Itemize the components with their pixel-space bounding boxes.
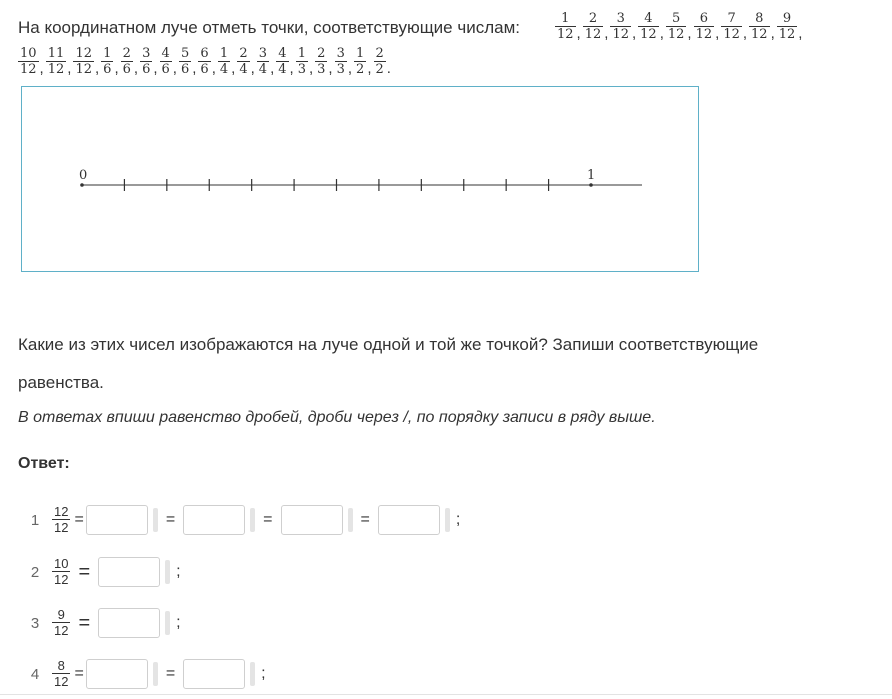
fraction-numerator: 12 xyxy=(54,504,69,519)
answer-row xyxy=(22,503,460,537)
answer-fraction xyxy=(52,505,70,535)
answer-label: Ответ: xyxy=(18,455,70,472)
fraction-denominator: 12 xyxy=(640,27,657,42)
semicolon: ; xyxy=(176,614,181,631)
fractions-line-1 xyxy=(555,12,804,42)
fraction-numerator: 3 xyxy=(142,46,151,61)
number-line[interactable] xyxy=(22,87,698,271)
answer-fraction xyxy=(52,608,70,638)
equals-sign: = xyxy=(78,560,91,583)
equals-sign: = xyxy=(360,511,370,528)
fraction xyxy=(179,47,191,77)
fraction-numerator: 3 xyxy=(258,46,268,61)
one-point xyxy=(589,183,593,187)
equals-sign: = xyxy=(263,511,273,528)
fraction xyxy=(46,47,67,77)
answer-input[interactable] xyxy=(98,557,160,587)
fraction-numerator: 11 xyxy=(47,46,65,61)
fraction xyxy=(101,47,113,77)
fraction xyxy=(73,47,94,77)
fraction-numerator: 5 xyxy=(672,11,681,26)
fraction-separator: , xyxy=(67,59,72,77)
fraction-denominator: 6 xyxy=(161,62,170,77)
fraction xyxy=(18,47,39,77)
fraction-numerator: 7 xyxy=(727,11,736,26)
fraction-numerator: 2 xyxy=(317,46,326,61)
fraction-numerator: 8 xyxy=(57,658,65,673)
fraction-numerator: 4 xyxy=(644,11,653,26)
answer-input[interactable] xyxy=(183,505,245,535)
fraction-numerator: 2 xyxy=(239,46,248,61)
fraction-denominator: 6 xyxy=(180,62,190,77)
fraction xyxy=(555,12,576,42)
fraction xyxy=(638,12,659,42)
fraction xyxy=(335,47,347,77)
fraction-separator: , xyxy=(192,59,197,77)
fraction-separator: , xyxy=(153,59,158,77)
question-text: Какие из этих чисел изображаются на луче одной и той же точкой? Запиши соответствующие равенства. xyxy=(18,335,759,392)
answer-row xyxy=(22,657,266,691)
fraction xyxy=(374,47,386,77)
fraction-denominator: 12 xyxy=(47,62,65,77)
equals-sign: = xyxy=(74,511,84,528)
fraction-separator: , xyxy=(172,59,177,77)
fraction xyxy=(296,47,308,77)
number-line-one-label: 1 xyxy=(587,168,596,183)
fraction xyxy=(121,47,133,77)
fraction xyxy=(610,12,631,42)
semicolon: ; xyxy=(455,511,461,528)
answer-input[interactable] xyxy=(183,659,245,689)
semicolon: ; xyxy=(261,665,266,682)
fraction xyxy=(237,47,249,77)
fraction-numerator: 3 xyxy=(336,46,345,61)
fraction-numerator: 10 xyxy=(54,556,69,571)
fraction-separator: , xyxy=(39,59,44,77)
fraction-separator: , xyxy=(715,24,720,42)
fraction-numerator: 4 xyxy=(278,46,287,61)
fraction-numerator: 2 xyxy=(588,11,598,26)
fraction xyxy=(218,47,230,77)
input-resize-handle[interactable] xyxy=(445,508,450,532)
input-resize-handle[interactable] xyxy=(153,662,158,686)
fraction xyxy=(354,47,366,77)
fraction-denominator: 12 xyxy=(751,27,768,42)
equals-sign: = xyxy=(74,665,84,682)
fraction-numerator: 1 xyxy=(219,46,229,61)
answer-hint: В ответах впиши равенство дробей, дроби через /, по порядку записи в ряду выше. xyxy=(18,409,656,426)
fraction-numerator: 3 xyxy=(616,11,625,26)
fraction-numerator: 6 xyxy=(699,11,708,26)
fraction-separator: , xyxy=(659,24,664,42)
zero-point xyxy=(80,183,84,187)
fraction-separator: , xyxy=(114,59,119,77)
fraction-denominator: 4 xyxy=(219,62,229,77)
answer-input[interactable] xyxy=(281,505,343,535)
fraction-denominator: 12 xyxy=(723,27,740,42)
equals-sign: = xyxy=(78,611,91,634)
fraction-separator: , xyxy=(133,59,139,77)
input-resize-handle[interactable] xyxy=(165,560,170,584)
fraction-denominator: 6 xyxy=(122,62,131,77)
fraction xyxy=(721,12,742,42)
fraction xyxy=(198,47,210,77)
answer-row-number: 2 xyxy=(30,563,40,581)
fraction-denominator: 4 xyxy=(239,62,248,77)
fraction-numerator: 1 xyxy=(297,46,306,61)
fraction-denominator: 6 xyxy=(200,62,209,77)
fraction-denominator: 12 xyxy=(584,27,602,42)
fraction-numerator: 9 xyxy=(782,11,792,26)
fraction xyxy=(160,47,172,77)
fraction-separator: , xyxy=(250,59,255,77)
fraction-denominator: 2 xyxy=(375,62,384,77)
fraction xyxy=(749,12,770,42)
fraction-numerator: 5 xyxy=(180,46,190,61)
fraction-denominator: 12 xyxy=(778,27,796,42)
fraction-numerator: 12 xyxy=(75,46,92,61)
fraction-separator: , xyxy=(211,59,216,77)
answer-fraction xyxy=(52,659,70,689)
answer-row-number: 4 xyxy=(30,665,40,683)
fraction-separator: , xyxy=(687,24,692,42)
task-intro: На координатном луче отметь точки, соответствующие числам: xyxy=(18,18,520,37)
fraction-denominator: 6 xyxy=(103,62,112,77)
fraction xyxy=(666,12,687,42)
fraction-denominator: 2 xyxy=(356,62,365,77)
fraction-numerator: 1 xyxy=(356,46,365,61)
fraction xyxy=(140,47,152,77)
fraction-denominator: 12 xyxy=(612,27,629,42)
fraction-separator: , xyxy=(631,24,637,42)
fraction-denominator: 3 xyxy=(317,62,326,77)
answer-input[interactable] xyxy=(86,659,148,689)
fraction-separator: , xyxy=(770,24,775,42)
fraction-separator: , xyxy=(576,24,581,42)
answer-row-number: 1 xyxy=(30,511,40,529)
answer-row-number: 3 xyxy=(30,614,40,632)
equals-sign: = xyxy=(165,511,176,528)
fraction xyxy=(315,47,327,77)
fraction-numerator: 2 xyxy=(375,46,384,61)
fraction-denominator: 12 xyxy=(54,572,69,587)
fraction-numerator: 4 xyxy=(161,46,170,61)
fraction-separator: , xyxy=(308,59,314,77)
fraction-separator: , xyxy=(94,59,100,77)
fraction-denominator: 12 xyxy=(20,62,37,77)
semicolon: ; xyxy=(176,563,181,580)
fraction xyxy=(777,12,798,42)
fraction xyxy=(257,47,269,77)
fraction-denominator: 4 xyxy=(258,62,268,77)
answer-input[interactable] xyxy=(98,608,160,638)
input-resize-handle[interactable] xyxy=(153,508,158,532)
fraction-denominator: 6 xyxy=(142,62,151,77)
fraction-separator: , xyxy=(328,59,333,77)
fraction-denominator: 12 xyxy=(75,62,92,77)
fraction xyxy=(583,12,604,42)
input-resize-handle[interactable] xyxy=(250,662,255,686)
divider xyxy=(0,694,892,695)
fraction-separator: , xyxy=(231,59,236,77)
answer-row xyxy=(22,606,181,640)
answer-fraction xyxy=(52,557,70,587)
fraction-denominator: 12 xyxy=(54,674,69,689)
input-resize-handle[interactable] xyxy=(165,611,170,635)
fractions-line-2 xyxy=(18,47,393,77)
fraction-denominator: 4 xyxy=(278,62,287,77)
fraction-denominator: 3 xyxy=(297,62,306,77)
fraction-separator: , xyxy=(367,59,372,77)
fraction-separator: , xyxy=(798,24,803,42)
fraction-denominator: 12 xyxy=(54,520,69,535)
input-resize-handle[interactable] xyxy=(250,508,255,532)
fraction-separator: , xyxy=(604,24,609,42)
equals-sign: = xyxy=(165,665,176,682)
fraction xyxy=(694,12,715,42)
fraction-numerator: 8 xyxy=(755,11,764,26)
fraction-separator: , xyxy=(742,24,748,42)
answer-input[interactable] xyxy=(378,505,440,535)
fraction-numerator: 6 xyxy=(200,46,209,61)
fraction-denominator: 3 xyxy=(336,62,345,77)
input-resize-handle[interactable] xyxy=(348,508,353,532)
answer-row xyxy=(22,555,181,589)
fraction-separator: , xyxy=(289,59,294,77)
fraction-denominator: 12 xyxy=(667,27,685,42)
fraction-denominator: 12 xyxy=(557,27,574,42)
fraction-separator: , xyxy=(270,59,275,77)
fraction-separator: . xyxy=(386,59,391,77)
fraction-denominator: 12 xyxy=(695,27,713,42)
fraction-numerator: 10 xyxy=(20,46,37,61)
fraction-numerator: 1 xyxy=(103,46,112,61)
fraction-denominator: 12 xyxy=(54,623,69,638)
fraction-numerator: 2 xyxy=(122,46,131,61)
answer-input[interactable] xyxy=(86,505,148,535)
fraction-separator: , xyxy=(347,59,353,77)
number-line-zero-label: 0 xyxy=(79,168,88,183)
fraction-numerator: 1 xyxy=(561,11,570,26)
number-line-frame[interactable] xyxy=(21,86,699,272)
fraction-numerator: 9 xyxy=(57,607,65,622)
fraction xyxy=(276,47,288,77)
